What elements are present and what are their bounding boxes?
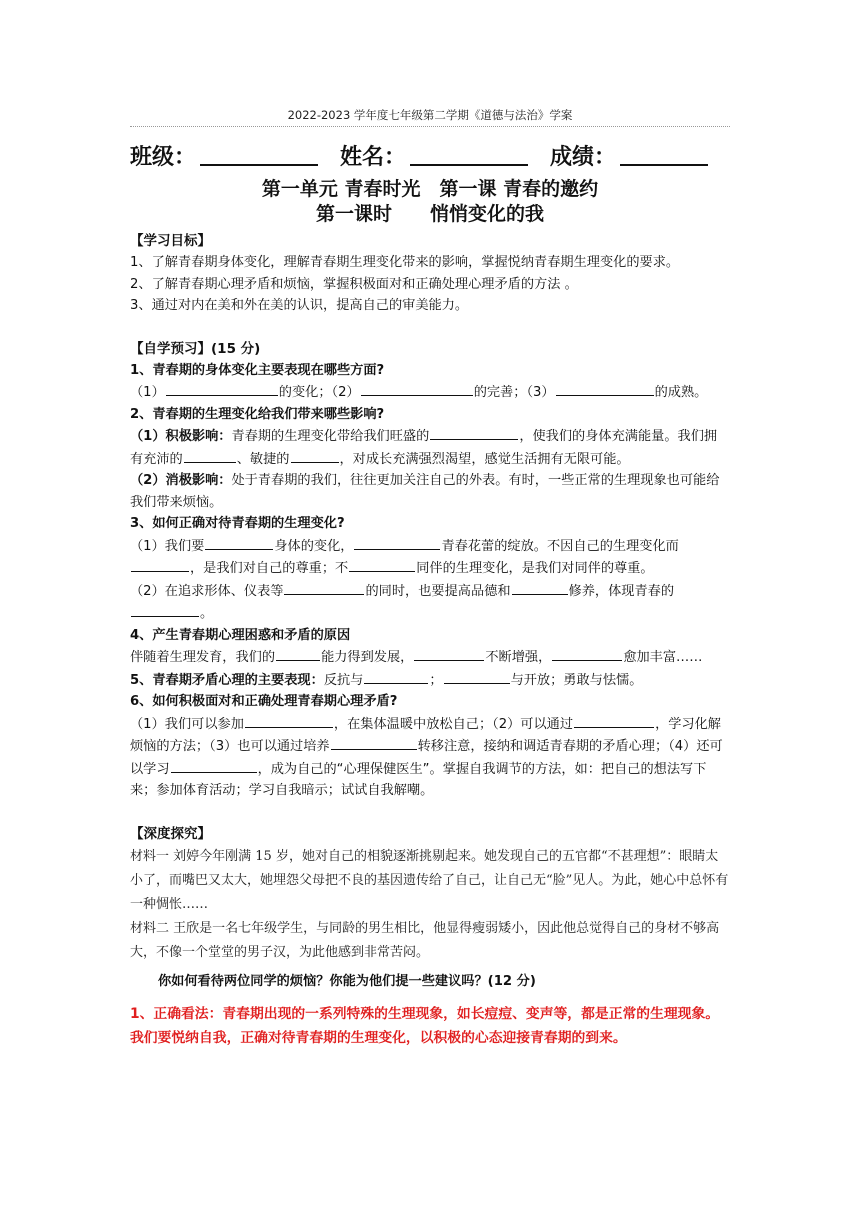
material-2: 材料二 王欣是一名七年级学生，与同龄的男生相比，他显得瘦弱矮小，因此他总觉得自己的身材不够高大，不像一个堂堂的男子汉，为此他感到非常苦闷。 xyxy=(130,920,720,960)
question-1-title: 1、青春期的身体变化主要表现在哪些方面? xyxy=(130,362,385,378)
fill-blank[interactable] xyxy=(364,669,428,684)
question-2-title: 2、青春期的生理变化给我们带来哪些影响? xyxy=(130,406,385,422)
fill-blank[interactable] xyxy=(552,646,622,661)
fill-blank[interactable] xyxy=(574,713,654,728)
answer-text: 1、正确看法：青春期出现的一系列特殊的生理现象，如长痘痘、变声等，都是正常的生理现象。我们要悦纳自我，正确对待青春期的生理变化，以积极的心态迎接青春期的到来。 xyxy=(130,1006,720,1046)
fill-blank[interactable] xyxy=(166,381,278,396)
fill-blank[interactable] xyxy=(444,669,510,684)
explore-question: 你如何看待两位同学的烦恼？你能为他们提一些建议吗？(12 分) xyxy=(158,973,536,989)
fill-blank[interactable] xyxy=(349,557,415,572)
fill-blank[interactable] xyxy=(131,557,189,572)
score-label: 成绩： xyxy=(550,145,617,170)
fill-blank[interactable] xyxy=(414,646,484,661)
fill-blank[interactable] xyxy=(331,735,417,750)
fill-blank[interactable] xyxy=(284,580,364,595)
class-blank[interactable] xyxy=(200,164,318,166)
question-4-answer: 伴随着生理发育，我们的 能力得到发展， 不断增强， 愈加丰富…… xyxy=(130,646,730,669)
question-2-positive: （1）积极影响：青春期的生理变化带给我们旺盛的 ，使我们的身体充满能量。我们拥有充沛的 、敏捷的 ，对成长充满强烈渴望，感觉生活拥有无限可能。 xyxy=(130,425,730,470)
question-6-answer: （1）我们可以参加 ，在集体温暖中放松自己；（2）可以通过 ，学习化解烦恼的方法；（3）也可以通过培养 转移注意，接纳和调适青春期的矛盾心理；（4）还可以学习 ，成为自己的“心理保健医生”。掌握自我调节的方法，如：把自己的想法写下来；参加体育活动；学习自我暗示；试试自我解嘲。 xyxy=(130,713,730,802)
class-label: 班级： xyxy=(130,145,197,170)
fill-blank[interactable] xyxy=(131,602,199,617)
unit-title: 第一单元 青春时光 第一课 青春的邀约 xyxy=(261,178,599,200)
objectives-heading: 【学习目标】 xyxy=(130,233,211,249)
fill-blank[interactable] xyxy=(512,580,568,595)
score-blank[interactable] xyxy=(620,164,708,166)
material-1: 材料一 刘婷今年刚满 15 岁，她对自己的相貌逐渐挑剔起来。她发现自己的五官都“不甚理想”：眼睛太小了，而嘴巴又太大，她埋怨父母把不良的基因遗传给了自己，让自己无“脸”见人。为此，她心中总怀有一种惆怅…… xyxy=(130,848,729,912)
page-header: 2022-2023 学年度七年级第二学期《道德与法治》学案 xyxy=(287,108,573,122)
name-blank[interactable] xyxy=(410,164,528,166)
fill-blank[interactable] xyxy=(556,381,654,396)
lesson-title: 第一课时 悄悄变化的我 xyxy=(315,203,544,225)
fill-blank[interactable] xyxy=(205,535,273,550)
fill-blank[interactable] xyxy=(245,713,333,728)
question-1-answer: （1） 的变化；（2） 的完善；（3） 的成熟。 xyxy=(130,381,730,404)
question-3-answer-2: （2）在追求形体、仪表等 的同时，也要提高品德和 修养，体现青春的。 xyxy=(130,580,730,625)
objective-item: 3、通过对内在美和外在美的认识，提高自己的审美能力。 xyxy=(130,298,469,313)
question-6-title: 6、如何积极面对和正确处理青春期心理矛盾? xyxy=(130,694,398,709)
document-body xyxy=(130,106,730,1050)
fill-blank[interactable] xyxy=(291,448,339,463)
preview-heading: 【自学预习】(15 分) xyxy=(130,340,261,357)
fill-blank[interactable] xyxy=(171,758,257,773)
question-4-title: 4、产生青春期心理困惑和矛盾的原因 xyxy=(130,627,351,643)
fill-blank[interactable] xyxy=(276,646,320,661)
question-5: 5、青春期矛盾心理的主要表现：反抗与 ； 与开放；勇敢与怯懦。 xyxy=(130,669,730,692)
explore-heading: 【深度探究】 xyxy=(130,825,211,842)
name-label: 姓名： xyxy=(340,145,407,170)
fill-blank[interactable] xyxy=(184,448,236,463)
objective-item: 1、了解青春期身体变化，理解青春期生理变化带来的影响，掌握悦纳青春期生理变化的要求。 xyxy=(130,255,680,270)
student-info-row xyxy=(130,127,730,171)
fill-blank[interactable] xyxy=(430,425,518,440)
fill-blank[interactable] xyxy=(361,381,473,396)
question-3-title: 3、如何正确对待青春期的生理变化? xyxy=(130,516,345,531)
question-3-answer-1: （1）我们要 身体的变化， 青春花蕾的绽放。不因自己的生理变化而，是我们对自己的尊重；不 同伴的生理变化，是我们对同伴的尊重。 xyxy=(130,535,730,580)
fill-blank[interactable] xyxy=(354,535,440,550)
question-2-negative: （2）消极影响：处于青春期的我们，往往更加关注自己的外表。有时，一些正常的生理现象也可能给我们带来烦恼。 xyxy=(130,473,720,510)
objective-item: 2、了解青春期心理矛盾和烦恼，掌握积极面对和正确处理心理矛盾的方法 。 xyxy=(130,276,578,292)
